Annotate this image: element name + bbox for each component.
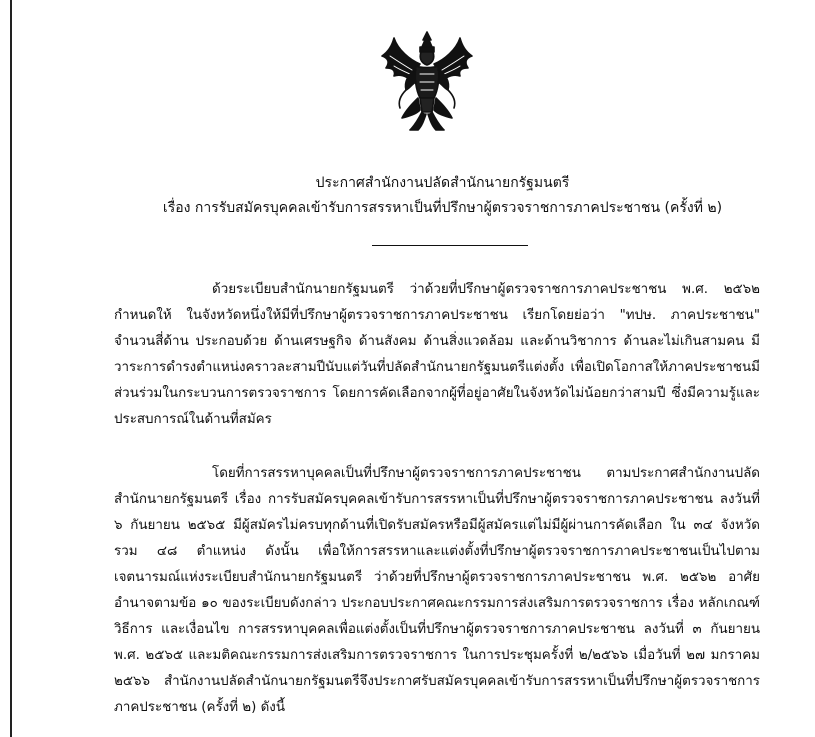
title-divider: [372, 245, 528, 246]
body-paragraph-2: โดยที่การสรรหาบุคคลเป็นที่ปรึกษาผู้ตรวจราชการภาคประชาชน ตามประกาศสำนักงานปลัดสำนักนายกรัฐมนตรี เรื่อง การรับสมัครบุคคลเข้ารับการสรรหาเป็นที่ปรึกษาผู้ตรวจราชการภาคประชาชน ลงวันที่ ๖ กันยายน ๒๕๖๕ มีผู้สมัครไม่ครบทุกด้านที่เปิดรับสมัครหรือมีผู้สมัครแต่ไม่มีผู้ผ่านการคัดเลือก ใน ๓๔ จังหวัด รวม ๔๘ ตำแหน่ง ดังนั้น เพื่อให้การสรรหาและแต่งตั้งที่ปรึกษาผู้ตรวจราชการภาคประชาชนเป็นไปตามเจตนารมณ์แห่งระเบียบสำนักนายกรัฐมนตรี ว่าด้วยที่ปรึกษาผู้ตรวจราชการภาคประชาชน พ.ศ. ๒๕๖๒ อาศัยอำนาจตามข้อ ๑๐ ของระเบียบดังกล่าว ประกอบประกาศคณะกรรมการส่งเสริมการตรวจราชการ เรื่อง หลักเกณฑ์ วิธีการ และเงื่อนไข การสรรหาบุคคลเพื่อแต่งตั้งเป็นที่ปรึกษาผู้ตรวจราชการภาคประชาชน ลงวันที่ ๓ กันยายน พ.ศ. ๒๕๖๕ และมติคณะกรรมการส่งเสริมการตรวจราชการ ในการประชุมครั้งที่ ๒/๒๕๖๖ เมื่อวันที่ ๒๗ มกราคม ๒๕๖๖ สำนักงานปลัดสำนักนายกรัฐมนตรีจึงประกาศรับสมัครบุคคลเข้ารับการสรรหาเป็นที่ปรึกษาผู้ตรวจราชการภาคประชาชน (ครั้งที่ ๒) ดังนี้: [114, 466, 760, 715]
page-edge-line: [10, 0, 12, 737]
body-paragraph-1: ด้วยระเบียบสำนักนายกรัฐมนตรี ว่าด้วยที่ปรึกษาผู้ตรวจราชการภาคประชาชน พ.ศ. ๒๕๖๒ กำหนดให้ ในจังหวัดหนึ่งให้มีที่ปรึกษาผู้ตรวจราชการภาคประชาชน เรียกโดยย่อว่า "ทปษ. ภาคประชาชน" จำนวนสี่ด้าน ประกอบด้วย ด้านเศรษฐกิจ ด้านสังคม ด้านสิ่งแวดล้อม และด้านวิชาการ ด้านละไม่เกินสามคน มีวาระการดำรงตำแหน่งคราวละสามปีนับแต่วันที่ปลัดสำนักนายกรัฐมนตรีแต่งตั้ง เพื่อเปิดโอกาสให้ภาคประชาชนมีส่วนร่วมในกระบวนการตรวจราชการ โดยการคัดเลือกจากผู้ที่อยู่อาศัยในจังหวัดไม่น้อยกว่าสามปี ซึ่งมีความรู้และประสบการณ์ในด้านที่สมัคร: [114, 282, 760, 427]
garuda-emblem-icon: [376, 30, 478, 134]
announcement-subject: เรื่อง การรับสมัครบุคคลเข้ารับการสรรหาเป็นที่ปรึกษาผู้ตรวจราชการภาคประชาชน (ครั้งที่ ๒): [162, 200, 723, 216]
announcement-title: ประกาศสำนักงานปลัดสำนักนายกรัฐมนตรี: [315, 175, 570, 191]
